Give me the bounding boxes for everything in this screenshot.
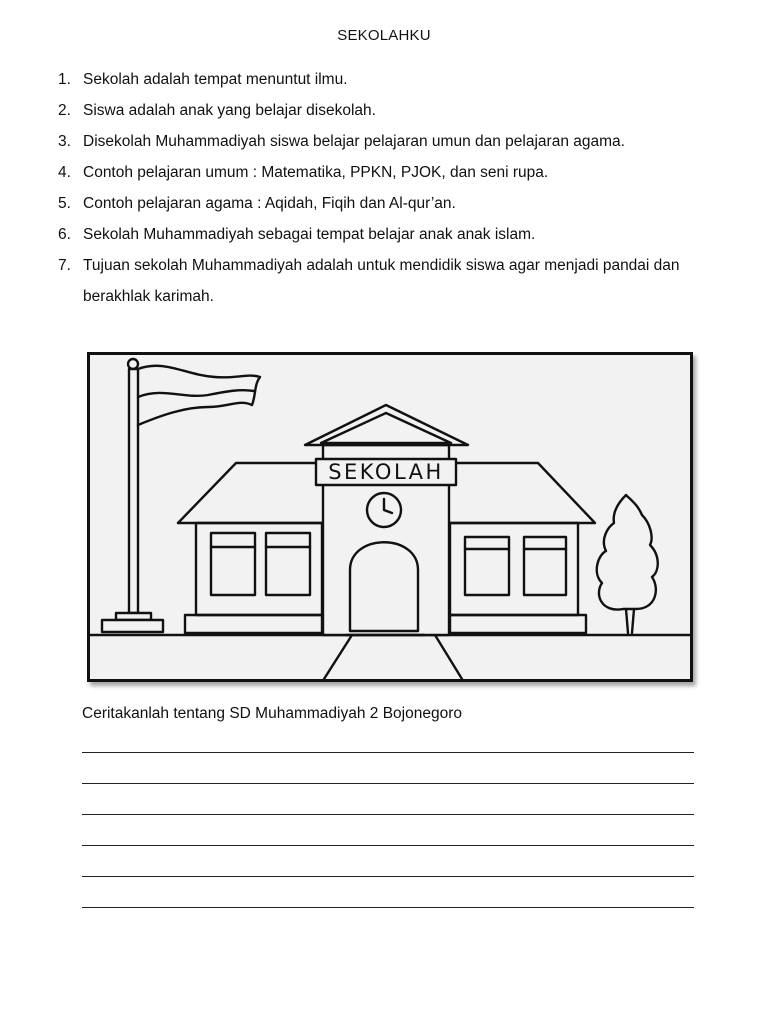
left-wing — [178, 463, 322, 633]
item-number: 1. — [58, 71, 71, 88]
writing-line[interactable] — [82, 782, 694, 815]
item-number: 6. — [58, 226, 71, 243]
ground — [90, 635, 690, 679]
list-item — [58, 64, 728, 95]
item-text: Sekolah adalah tempat menuntut ilmu. — [83, 71, 348, 88]
writing-line[interactable] — [82, 844, 694, 877]
item-text: Contoh pelajaran agama : Aqidah, Fiqih dan Al-qur’an. — [83, 195, 456, 212]
item-number: 3. — [58, 133, 71, 150]
item-text: Siswa adalah anak yang belajar disekolah. — [83, 102, 376, 119]
writing-line[interactable] — [82, 751, 694, 784]
right-wing — [450, 463, 595, 633]
tree — [597, 495, 658, 633]
item-number: 7. — [58, 257, 71, 274]
writing-line[interactable] — [82, 813, 694, 846]
list-item — [58, 188, 728, 219]
school-sign-text: SEKOLAH — [328, 460, 444, 484]
writing-line[interactable] — [82, 875, 694, 908]
item-text: Contoh pelajaran umum : Matematika, PPKN, PJOK, dan seni rupa. — [83, 164, 549, 181]
flag — [138, 366, 260, 425]
writing-lines — [82, 752, 694, 908]
item-number: 5. — [58, 195, 71, 212]
list-item — [58, 250, 728, 312]
list-item — [58, 157, 728, 188]
item-text: Tujuan sekolah Muhammadiyah adalah untuk mendidik siswa agar menjadi pandai dan berakhlak karimah. — [83, 257, 680, 305]
item-number: 4. — [58, 164, 71, 181]
list-item — [58, 219, 728, 250]
item-text: Disekolah Muhammadiyah siswa belajar pelajaran umun dan pelajaran agama. — [83, 133, 625, 150]
list-item — [58, 95, 728, 126]
item-number: 2. — [58, 102, 71, 119]
flag-pole — [102, 359, 163, 632]
list-item — [58, 126, 728, 157]
center-building — [305, 405, 468, 635]
writing-prompt: Ceritakanlah tentang SD Muhammadiyah 2 Bojonegoro — [82, 705, 462, 722]
school-illustration — [87, 352, 693, 682]
worksheet-title: SEKOLAHKU — [337, 27, 431, 44]
statement-list — [58, 64, 728, 312]
item-text: Sekolah Muhammadiyah sebagai tempat belajar anak anak islam. — [83, 226, 536, 243]
